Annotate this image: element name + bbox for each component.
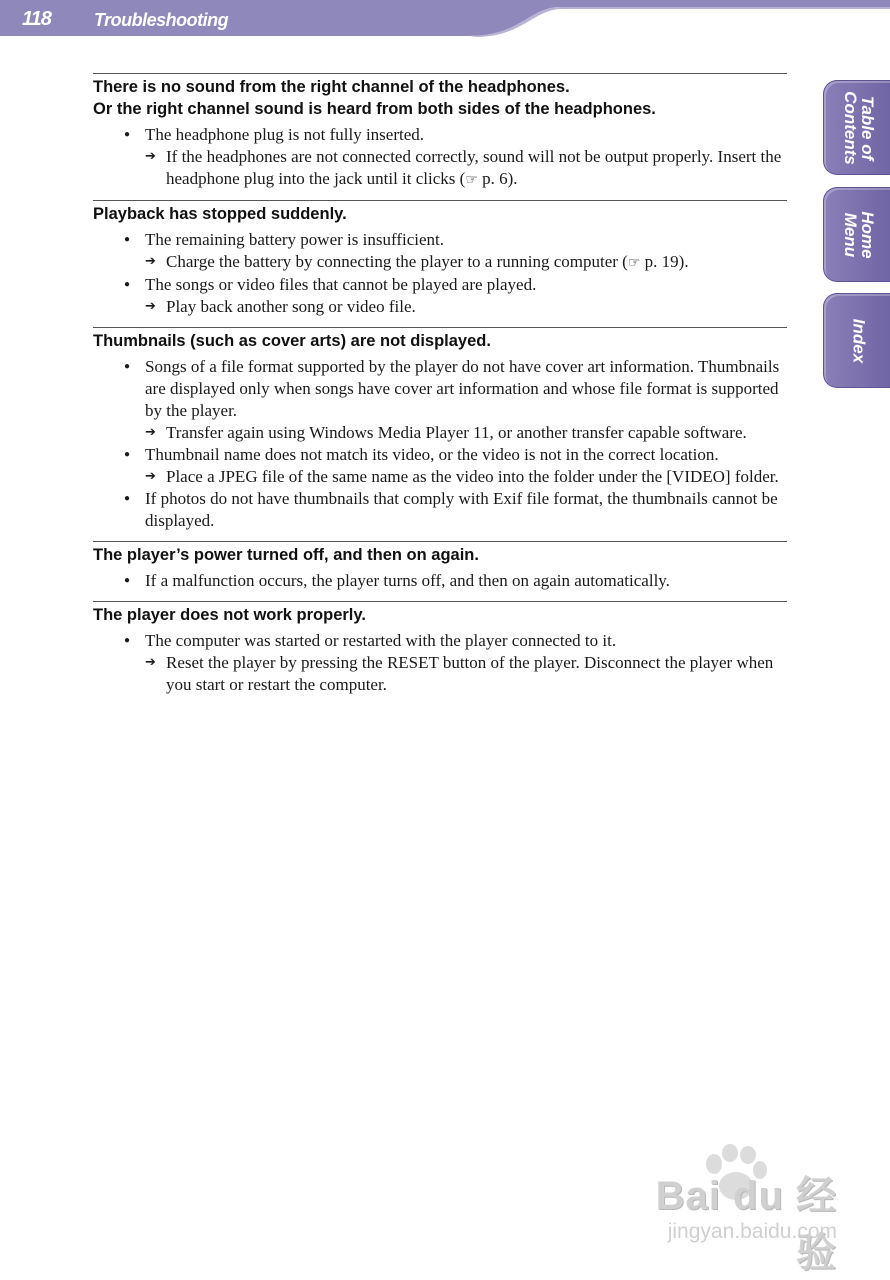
- remedy-text: [145, 296, 787, 318]
- topic-title-line: The player’s power turned off, and then on again.: [93, 546, 479, 564]
- topic-title: [93, 203, 787, 225]
- index-tab[interactable]: [823, 293, 890, 388]
- cause-list: [93, 124, 787, 191]
- cause-item: [93, 570, 787, 592]
- topic-title-line: Playback has stopped suddenly.: [93, 205, 347, 223]
- cause-text: ● The remaining battery power is insufficient.: [145, 230, 444, 249]
- cause-item: [93, 124, 787, 191]
- remedy-text-main: Reset the player by pressing the RESET button of the player. Disconnect the player when you start or restart the computer.: [166, 653, 774, 694]
- page-reference-icon: ☞: [465, 172, 478, 188]
- topic-title: [93, 76, 787, 120]
- cause-text: ● Thumbnail name does not match its video, or the video is not in the correct location.: [145, 445, 719, 464]
- cause-item: [93, 274, 787, 318]
- tab-label: Table of Contents: [840, 90, 877, 165]
- page-reference-icon: ☞: [627, 255, 641, 271]
- home-menu-tab[interactable]: [823, 187, 890, 282]
- topic-section: [93, 541, 787, 592]
- topic-title-line: The player does not work properly.: [93, 606, 366, 624]
- cause-text: ● The computer was started or restarted with the player connected to it.: [145, 631, 617, 650]
- topic-title-line: Or the right channel sound is heard from both sides of the headphones.: [93, 100, 656, 118]
- topic-section: [93, 327, 787, 532]
- cause-text: ● If a malfunction occurs, the player turns off, and then on again automatically.: [145, 571, 670, 590]
- tab-label: Home Menu: [840, 210, 877, 259]
- remedy-text: [145, 251, 787, 274]
- cause-text: ● If photos do not have thumbnails that comply with Exif file format, the thumbnails cannot be displayed.: [145, 489, 778, 530]
- baidu-watermark: [632, 1140, 837, 1275]
- remedy-text-main: If the headphones are not connected correctly, sound will not be output properly. Insert the headphone plug into the jack until it clicks (: [166, 147, 782, 188]
- remedy-text: [145, 466, 787, 488]
- watermark-text: Bai du 经验: [655, 1174, 837, 1275]
- remedy-text: [145, 422, 787, 444]
- topic-section: [93, 73, 787, 191]
- cause-list: [93, 229, 787, 318]
- watermark-url: jingyan.baidu.com: [667, 1220, 837, 1243]
- topic-title-line: There is no sound from the right channel of the headphones.: [93, 78, 570, 96]
- topic-section: [93, 200, 787, 318]
- troubleshooting-content: [93, 73, 787, 705]
- cause-text: ● Songs of a file format supported by the player do not have cover art information. Thumbnails are displayed only when songs have cover art information and whose file format is supported by the player.: [145, 357, 780, 420]
- section-title: Troubleshooting: [94, 10, 229, 30]
- cause-list: [93, 630, 787, 696]
- remedy-text-main: Place a JPEG file of the same name as the video into the folder under the [VIDEO] folder.: [166, 467, 779, 486]
- page-reference-link[interactable]: p. 6).: [477, 169, 518, 188]
- topic-title: [93, 330, 787, 352]
- cause-item: [93, 356, 787, 444]
- tab-label: Index: [849, 318, 868, 363]
- cause-item: [93, 229, 787, 274]
- table-of-contents-tab[interactable]: [823, 80, 890, 175]
- remedy-text-main: Charge the battery by connecting the player to a running computer (: [166, 252, 628, 271]
- page-reference-link[interactable]: p. 19).: [640, 252, 689, 271]
- remedy-text: [145, 146, 787, 191]
- topic-title: [93, 544, 787, 566]
- remedy-text: [145, 652, 787, 696]
- cause-item: [93, 444, 787, 488]
- page-number: 118: [22, 8, 51, 30]
- cause-list: [93, 356, 787, 532]
- topic-title-line: Thumbnails (such as cover arts) are not displayed.: [93, 332, 491, 350]
- cause-list: [93, 570, 787, 592]
- cause-text: ● The songs or video files that cannot be played are played.: [145, 275, 537, 294]
- topic-title: [93, 604, 787, 626]
- cause-item: [93, 488, 787, 532]
- cause-item: [93, 630, 787, 696]
- page-header: [0, 0, 890, 40]
- topic-section: [93, 601, 787, 696]
- remedy-text-main: Transfer again using Windows Media Player 11, or another transfer capable software.: [166, 423, 747, 442]
- cause-text: ● The headphone plug is not fully inserted.: [145, 125, 425, 144]
- remedy-text-main: Play back another song or video file.: [166, 297, 416, 316]
